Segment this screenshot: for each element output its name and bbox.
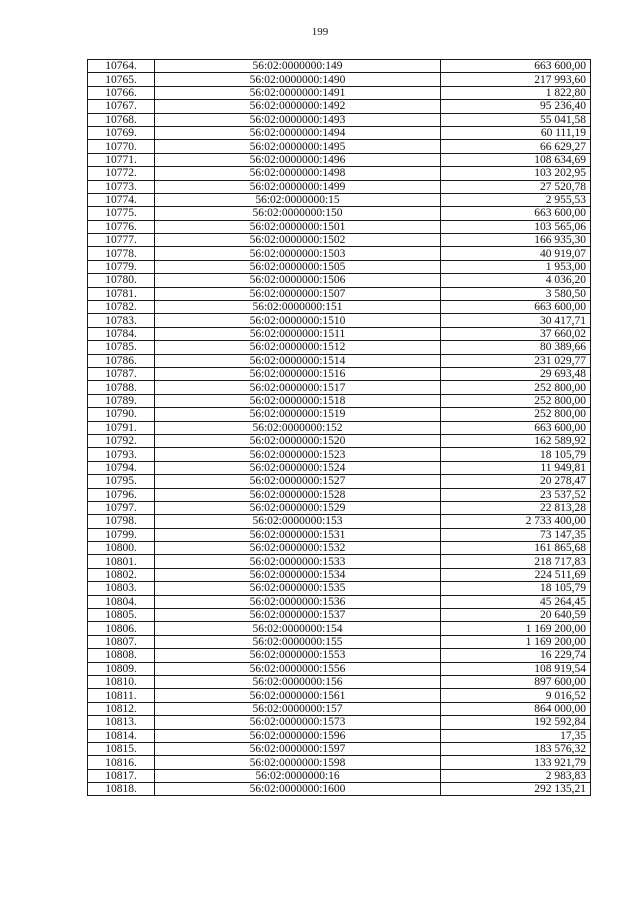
table-row [88, 73, 591, 86]
table-row [88, 60, 591, 73]
table-row [88, 394, 591, 407]
cadastral-number-cell: 56:02:0000000:1573 [155, 716, 441, 729]
row-number-cell: 10777. [88, 234, 155, 247]
table-row [88, 756, 591, 769]
table-row [88, 609, 591, 622]
row-number-cell: 10809. [88, 662, 155, 675]
cadastral-number-cell: 56:02:0000000:1494 [155, 126, 441, 139]
row-number-cell: 10798. [88, 515, 155, 528]
row-number-cell: 10817. [88, 769, 155, 782]
cadastral-number-cell: 56:02:0000000:1490 [155, 73, 441, 86]
row-number-cell: 10797. [88, 501, 155, 514]
row-number-cell: 10788. [88, 381, 155, 394]
cadastral-number-cell: 56:02:0000000:1498 [155, 167, 441, 180]
row-number-cell: 10808. [88, 649, 155, 662]
table-row [88, 180, 591, 193]
row-number-cell: 10812. [88, 702, 155, 715]
value-cell: 80 389,66 [441, 341, 591, 354]
table-row [88, 675, 591, 688]
row-number-cell: 10796. [88, 488, 155, 501]
cadastral-value-table [87, 59, 591, 796]
value-cell: 252 800,00 [441, 381, 591, 394]
cadastral-number-cell: 56:02:0000000:155 [155, 635, 441, 648]
value-cell: 663 600,00 [441, 421, 591, 434]
row-number-cell: 10784. [88, 327, 155, 340]
value-cell: 663 600,00 [441, 207, 591, 220]
cadastral-number-cell: 56:02:0000000:1537 [155, 609, 441, 622]
cadastral-number-cell: 56:02:0000000:1491 [155, 86, 441, 99]
row-number-cell: 10802. [88, 568, 155, 581]
table-row [88, 140, 591, 153]
row-number-cell: 10772. [88, 167, 155, 180]
value-cell: 60 111,19 [441, 126, 591, 139]
value-cell: 73 147,35 [441, 528, 591, 541]
value-cell: 20 640,59 [441, 609, 591, 622]
row-number-cell: 10805. [88, 609, 155, 622]
table-row [88, 287, 591, 300]
value-cell: 103 565,06 [441, 220, 591, 233]
cadastral-number-cell: 56:02:0000000:1534 [155, 568, 441, 581]
table-row [88, 126, 591, 139]
table-row [88, 783, 591, 796]
value-cell: 11 949,81 [441, 461, 591, 474]
row-number-cell: 10806. [88, 622, 155, 635]
row-number-cell: 10818. [88, 783, 155, 796]
value-cell: 37 660,02 [441, 327, 591, 340]
cadastral-number-cell: 56:02:0000000:1516 [155, 367, 441, 380]
table-row [88, 220, 591, 233]
cadastral-number-cell: 56:02:0000000:1511 [155, 327, 441, 340]
table-row [88, 488, 591, 501]
row-number-cell: 10767. [88, 100, 155, 113]
value-cell: 897 600,00 [441, 675, 591, 688]
value-cell: 1 169 200,00 [441, 635, 591, 648]
value-cell: 1 953,00 [441, 260, 591, 273]
row-number-cell: 10803. [88, 582, 155, 595]
value-cell: 18 105,79 [441, 448, 591, 461]
cadastral-number-cell: 56:02:0000000:1520 [155, 434, 441, 447]
row-number-cell: 10770. [88, 140, 155, 153]
table-row [88, 555, 591, 568]
value-cell: 27 520,78 [441, 180, 591, 193]
row-number-cell: 10800. [88, 542, 155, 555]
table-row [88, 381, 591, 394]
value-cell: 18 105,79 [441, 582, 591, 595]
table-row [88, 113, 591, 126]
cadastral-number-cell: 56:02:0000000:16 [155, 769, 441, 782]
table-row [88, 662, 591, 675]
row-number-cell: 10765. [88, 73, 155, 86]
cadastral-number-cell: 56:02:0000000:156 [155, 675, 441, 688]
row-number-cell: 10780. [88, 274, 155, 287]
table-row [88, 542, 591, 555]
value-cell: 231 029,77 [441, 354, 591, 367]
table-row [88, 234, 591, 247]
value-cell: 663 600,00 [441, 60, 591, 73]
cadastral-number-cell: 56:02:0000000:1556 [155, 662, 441, 675]
cadastral-number-cell: 56:02:0000000:1506 [155, 274, 441, 287]
value-cell: 183 576,32 [441, 742, 591, 755]
cadastral-number-cell: 56:02:0000000:1533 [155, 555, 441, 568]
row-number-cell: 10778. [88, 247, 155, 260]
row-number-cell: 10764. [88, 60, 155, 73]
cadastral-number-cell: 56:02:0000000:1600 [155, 783, 441, 796]
value-cell: 55 041,58 [441, 113, 591, 126]
cadastral-number-cell: 56:02:0000000:149 [155, 60, 441, 73]
value-cell: 1 169 200,00 [441, 622, 591, 635]
cadastral-number-cell: 56:02:0000000:1529 [155, 501, 441, 514]
row-number-cell: 10766. [88, 86, 155, 99]
table-row [88, 207, 591, 220]
cadastral-number-cell: 56:02:0000000:1493 [155, 113, 441, 126]
value-cell: 22 813,28 [441, 501, 591, 514]
row-number-cell: 10814. [88, 729, 155, 742]
row-number-cell: 10768. [88, 113, 155, 126]
value-cell: 4 036,20 [441, 274, 591, 287]
cadastral-number-cell: 56:02:0000000:15 [155, 193, 441, 206]
value-cell: 3 580,50 [441, 287, 591, 300]
table-row [88, 769, 591, 782]
table-row [88, 515, 591, 528]
table-row [88, 274, 591, 287]
table-row [88, 421, 591, 434]
value-cell: 108 919,54 [441, 662, 591, 675]
cadastral-number-cell: 56:02:0000000:1535 [155, 582, 441, 595]
row-number-cell: 10799. [88, 528, 155, 541]
cadastral-number-cell: 56:02:0000000:1502 [155, 234, 441, 247]
cadastral-number-cell: 56:02:0000000:1597 [155, 742, 441, 755]
value-cell: 133 921,79 [441, 756, 591, 769]
value-cell: 292 135,21 [441, 783, 591, 796]
table-row [88, 742, 591, 755]
row-number-cell: 10779. [88, 260, 155, 273]
row-number-cell: 10790. [88, 408, 155, 421]
row-number-cell: 10794. [88, 461, 155, 474]
cadastral-number-cell: 56:02:0000000:1596 [155, 729, 441, 742]
row-number-cell: 10782. [88, 301, 155, 314]
table-row [88, 702, 591, 715]
row-number-cell: 10769. [88, 126, 155, 139]
row-number-cell: 10816. [88, 756, 155, 769]
cadastral-number-cell: 56:02:0000000:1536 [155, 595, 441, 608]
row-number-cell: 10793. [88, 448, 155, 461]
table-row [88, 501, 591, 514]
row-number-cell: 10811. [88, 689, 155, 702]
table-row [88, 434, 591, 447]
table-row [88, 568, 591, 581]
value-cell: 95 236,40 [441, 100, 591, 113]
table-row [88, 635, 591, 648]
row-number-cell: 10810. [88, 675, 155, 688]
row-number-cell: 10807. [88, 635, 155, 648]
table-row [88, 461, 591, 474]
value-cell: 224 511,69 [441, 568, 591, 581]
table-row [88, 448, 591, 461]
row-number-cell: 10789. [88, 394, 155, 407]
table-row [88, 100, 591, 113]
cadastral-number-cell: 56:02:0000000:153 [155, 515, 441, 528]
table-row [88, 301, 591, 314]
value-cell: 29 693,48 [441, 367, 591, 380]
table-row [88, 729, 591, 742]
cadastral-number-cell: 56:02:0000000:1510 [155, 314, 441, 327]
table-row [88, 341, 591, 354]
table-row [88, 153, 591, 166]
row-number-cell: 10786. [88, 354, 155, 367]
row-number-cell: 10773. [88, 180, 155, 193]
cadastral-number-cell: 56:02:0000000:1495 [155, 140, 441, 153]
value-cell: 192 592,84 [441, 716, 591, 729]
cadastral-number-cell: 56:02:0000000:1527 [155, 475, 441, 488]
cadastral-number-cell: 56:02:0000000:1499 [155, 180, 441, 193]
value-cell: 108 634,69 [441, 153, 591, 166]
table-row [88, 622, 591, 635]
table-row [88, 528, 591, 541]
row-number-cell: 10804. [88, 595, 155, 608]
table-row [88, 86, 591, 99]
cadastral-number-cell: 56:02:0000000:1598 [155, 756, 441, 769]
page-number: 199 [311, 26, 329, 38]
row-number-cell: 10813. [88, 716, 155, 729]
cadastral-number-cell: 56:02:0000000:1501 [155, 220, 441, 233]
cadastral-number-cell: 56:02:0000000:1532 [155, 542, 441, 555]
table-row [88, 354, 591, 367]
value-cell: 30 417,71 [441, 314, 591, 327]
value-cell: 252 800,00 [441, 408, 591, 421]
row-number-cell: 10785. [88, 341, 155, 354]
value-cell: 2 983,83 [441, 769, 591, 782]
row-number-cell: 10781. [88, 287, 155, 300]
row-number-cell: 10775. [88, 207, 155, 220]
cadastral-number-cell: 56:02:0000000:1523 [155, 448, 441, 461]
table-row [88, 260, 591, 273]
row-number-cell: 10791. [88, 421, 155, 434]
table-row [88, 595, 591, 608]
row-number-cell: 10787. [88, 367, 155, 380]
table-row [88, 716, 591, 729]
cadastral-number-cell: 56:02:0000000:1514 [155, 354, 441, 367]
cadastral-number-cell: 56:02:0000000:1524 [155, 461, 441, 474]
cadastral-number-cell: 56:02:0000000:151 [155, 301, 441, 314]
table-row [88, 367, 591, 380]
value-cell: 218 717,83 [441, 555, 591, 568]
value-cell: 103 202,95 [441, 167, 591, 180]
value-cell: 217 993,60 [441, 73, 591, 86]
cadastral-number-cell: 56:02:0000000:1517 [155, 381, 441, 394]
cadastral-number-cell: 56:02:0000000:150 [155, 207, 441, 220]
cadastral-number-cell: 56:02:0000000:1519 [155, 408, 441, 421]
value-cell: 252 800,00 [441, 394, 591, 407]
value-cell: 20 278,47 [441, 475, 591, 488]
row-number-cell: 10795. [88, 475, 155, 488]
table-body [88, 60, 591, 796]
row-number-cell: 10792. [88, 434, 155, 447]
table-row [88, 408, 591, 421]
row-number-cell: 10776. [88, 220, 155, 233]
table-row [88, 327, 591, 340]
cadastral-number-cell: 56:02:0000000:1528 [155, 488, 441, 501]
value-cell: 1 822,80 [441, 86, 591, 99]
cadastral-number-cell: 56:02:0000000:1503 [155, 247, 441, 260]
value-cell: 23 537,52 [441, 488, 591, 501]
value-cell: 16 229,74 [441, 649, 591, 662]
value-cell: 663 600,00 [441, 301, 591, 314]
cadastral-number-cell: 56:02:0000000:1496 [155, 153, 441, 166]
table-row [88, 689, 591, 702]
cadastral-number-cell: 56:02:0000000:1512 [155, 341, 441, 354]
cadastral-number-cell: 56:02:0000000:1553 [155, 649, 441, 662]
cadastral-number-cell: 56:02:0000000:152 [155, 421, 441, 434]
table-row [88, 582, 591, 595]
cadastral-number-cell: 56:02:0000000:1561 [155, 689, 441, 702]
table-row [88, 314, 591, 327]
cadastral-number-cell: 56:02:0000000:157 [155, 702, 441, 715]
cadastral-number-cell: 56:02:0000000:1505 [155, 260, 441, 273]
value-cell: 166 935,30 [441, 234, 591, 247]
row-number-cell: 10801. [88, 555, 155, 568]
value-cell: 2 733 400,00 [441, 515, 591, 528]
value-cell: 40 919,07 [441, 247, 591, 260]
cadastral-number-cell: 56:02:0000000:154 [155, 622, 441, 635]
table-row [88, 475, 591, 488]
table-row [88, 193, 591, 206]
table-row [88, 167, 591, 180]
value-cell: 17,35 [441, 729, 591, 742]
cadastral-number-cell: 56:02:0000000:1518 [155, 394, 441, 407]
row-number-cell: 10815. [88, 742, 155, 755]
row-number-cell: 10774. [88, 193, 155, 206]
row-number-cell: 10783. [88, 314, 155, 327]
cadastral-number-cell: 56:02:0000000:1507 [155, 287, 441, 300]
table-row [88, 649, 591, 662]
cadastral-number-cell: 56:02:0000000:1492 [155, 100, 441, 113]
table-row [88, 247, 591, 260]
value-cell: 45 264,45 [441, 595, 591, 608]
row-number-cell: 10771. [88, 153, 155, 166]
cadastral-number-cell: 56:02:0000000:1531 [155, 528, 441, 541]
value-cell: 66 629,27 [441, 140, 591, 153]
value-cell: 162 589,92 [441, 434, 591, 447]
value-cell: 864 000,00 [441, 702, 591, 715]
value-cell: 2 955,53 [441, 193, 591, 206]
value-cell: 161 865,68 [441, 542, 591, 555]
value-cell: 9 016,52 [441, 689, 591, 702]
